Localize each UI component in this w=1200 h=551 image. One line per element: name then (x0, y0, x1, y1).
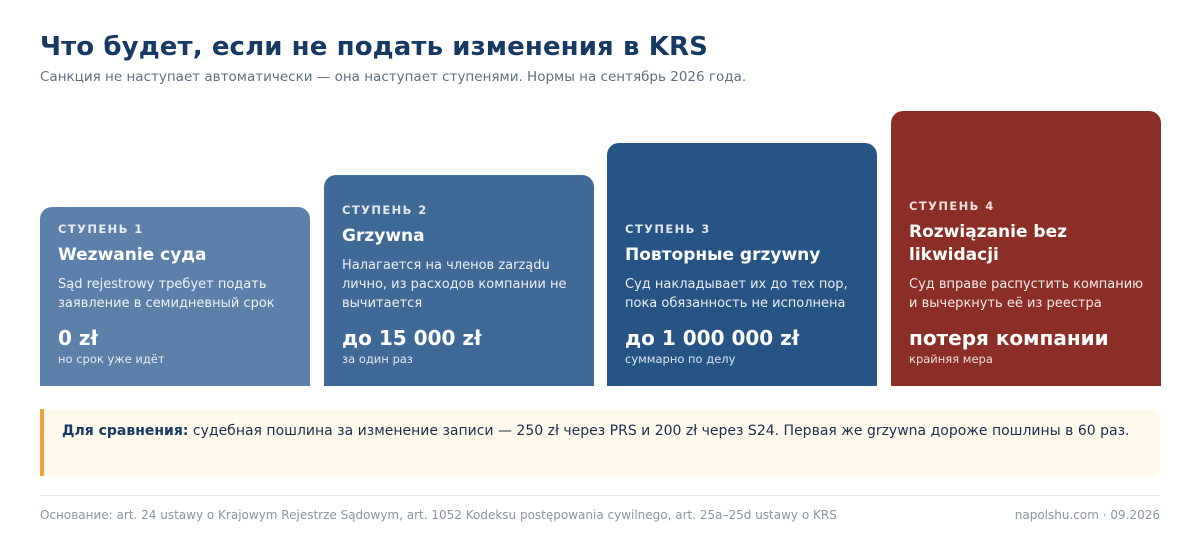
step-label: СТУПЕНЬ 2 (342, 203, 428, 217)
step-label: СТУПЕНЬ 4 (909, 199, 995, 213)
step-card-4 (891, 111, 1161, 386)
step-amount: до 15 000 zł (342, 326, 482, 350)
step-note: но срок уже идёт (58, 352, 165, 366)
site-credit: napolshu.com · 09.2026 (1014, 508, 1160, 522)
step-amount: 0 zł (58, 326, 98, 350)
step-note: суммарно по делу (625, 352, 736, 366)
step-label: СТУПЕНЬ 3 (625, 222, 711, 236)
footer-divider (40, 495, 1160, 496)
step-title: Rozwiązanie bez likwidacji (909, 222, 1068, 265)
step-card-1 (40, 207, 310, 386)
step-note: за один раз (342, 352, 413, 366)
step-label: СТУПЕНЬ 1 (58, 222, 144, 236)
step-note: крайняя мера (909, 352, 993, 366)
step-title: Wezwanie суда (58, 245, 207, 265)
legal-source: Основание: art. 24 ustawy o Krajowym Rejestrze Sądowym, art. 1052 Kodeksu postępowania cywilnego, art. 25a–25d ustawy o KRS (40, 508, 837, 522)
comparison-lead: Для сравнения: (62, 423, 189, 439)
step-description: Налагается на членов zarządu лично, из расходов компании не вычитается (342, 258, 567, 311)
step-card-2 (324, 175, 594, 386)
step-amount: до 1 000 000 zł (625, 326, 800, 350)
step-description: Sąd rejestrowy требует подать заявление в семидневный срок (58, 277, 275, 311)
page-title: Что будет, если не подать изменения в KRS (40, 32, 708, 62)
step-card-3 (607, 143, 877, 386)
step-amount: потеря компании (909, 326, 1109, 350)
step-description: Суд вправе распустить компанию и вычеркнуть её из реестра (909, 277, 1144, 311)
page-subtitle: Санкция не наступает автоматически — она наступает ступенями. Нормы на сентябрь 2026 года. (40, 69, 747, 85)
comparison-text: судебная пошлина за изменение записи — 250 zł через PRS и 200 zł через S24. Первая же grzywna дороже пошлины в 60 раз. (188, 423, 1130, 439)
comparison-callout (40, 409, 1160, 476)
step-title: Grzywna (342, 226, 425, 246)
step-description: Суд накладывает их до тех пор, пока обязанность не исполнена (625, 277, 848, 311)
step-title: Повторные grzywny (625, 245, 821, 265)
